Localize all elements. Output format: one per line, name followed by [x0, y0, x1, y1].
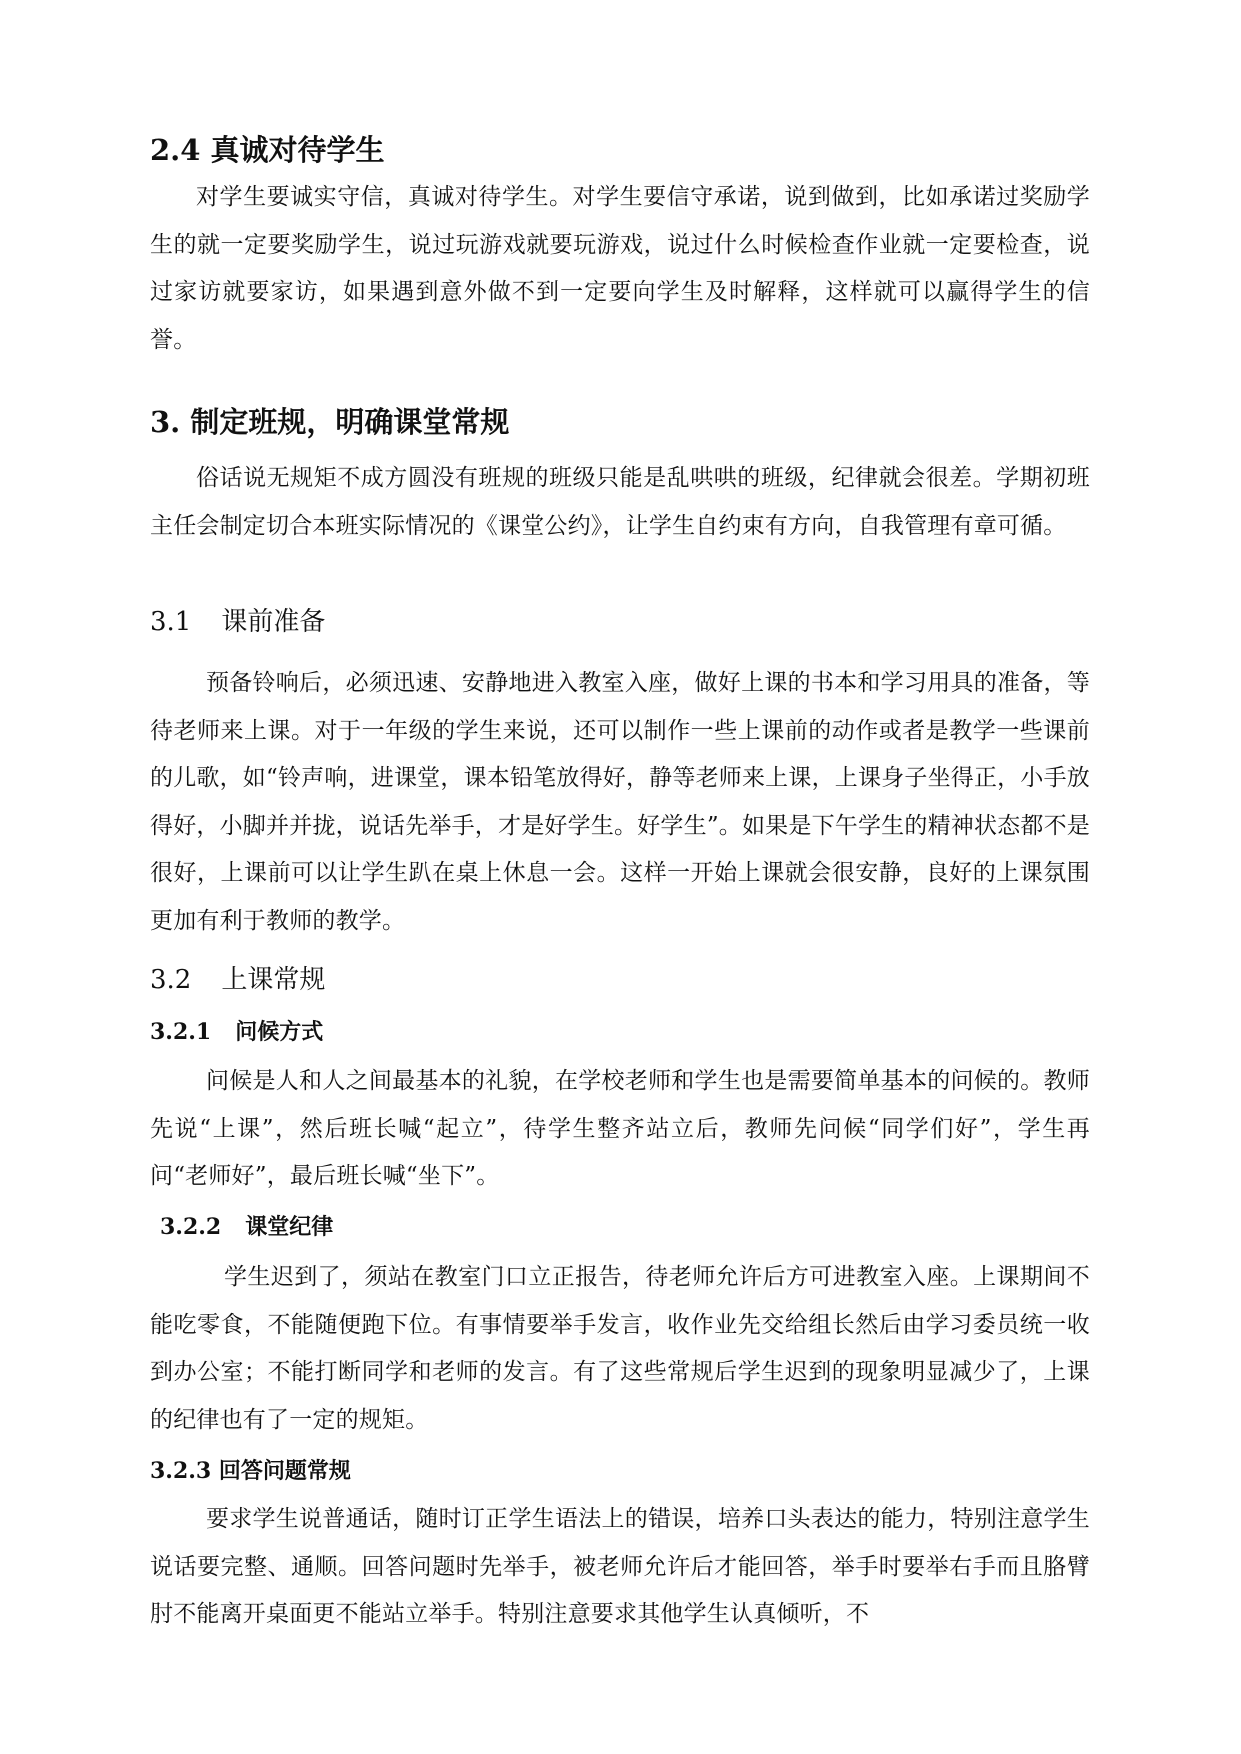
paragraph-3-1: 预备铃响后，必须迅速、安静地进入教室入座，做好上课的书本和学习用具的准备，等待老师来上课。对于一年级的学生来说，还可以制作一些上课前的动作或者是教学一些课前的儿歌，如“铃声响，进课堂，课本铅笔放得好，静等老师来上课，上课身子坐得正，小手放得好，小脚并并拢，说话先举手，才是好学生。好学生”。如果是下午学生的精神状态都不是很好，上课前可以让学生趴在桌上休息一会。这样一开始上课就会很安静，良好的上课氛围更加有利于教师的教学。	[150, 670, 1090, 934]
heading-3-2-1	[150, 1017, 1090, 1047]
paragraph-3-2-3: 要求学生说普通话，随时订正学生语法上的错误，培养口头表达的能力，特别注意学生说话要完整、通顺。回答问题时先举手，被老师允许后才能回答，举手时要举右手而且胳臂肘不能离开桌面更不能站立举手。特别注意要求其他学生认真倾听，不	[150, 1506, 1090, 1627]
heading-3-1	[150, 604, 1090, 640]
heading-3-2-number: 3.2	[150, 965, 192, 995]
heading-3-2-2	[160, 1212, 1100, 1242]
heading-2-4: 2.4 真诚对待学生	[150, 133, 385, 167]
heading-3-2-1-title: 问候方式	[235, 1019, 324, 1045]
heading-3: 3. 制定班规，明确课堂常规	[150, 405, 510, 439]
paragraph-3-2-2: 学生迟到了，须站在教室门口立正报告，待老师允许后方可进教室入座。上课期间不能吃零食，不能随便跑下位。有事情要举手发言，收作业先交给组长然后由学习委员统一收到办公室；不能打断同学和老师的发言。有了这些常规后学生迟到的现象明显减少了，上课的纪律也有了一定的规矩。	[150, 1264, 1090, 1433]
heading-3-2-2-title: 课堂纪律	[245, 1214, 334, 1240]
heading-3-2-2-number: 3.2.2	[160, 1214, 222, 1240]
heading-3-2-title: 上课常规	[221, 965, 326, 995]
heading-3-1-title: 课前准备	[221, 607, 326, 637]
paragraph-3: 俗话说无规矩不成方圆没有班规的班级只能是乱哄哄的班级，纪律就会很差。学期初班主任会制定切合本班实际情况的《课堂公约》，让学生自约束有方向，自我管理有章可循。	[150, 465, 1090, 539]
heading-3-2-3: 3.2.3 回答问题常规	[150, 1458, 351, 1484]
paragraph-3-2-1: 问候是人和人之间最基本的礼貌，在学校老师和学生也是需要简单基本的问候的。教师先说“上课”，然后班长喊“起立”，待学生整齐站立后，教师先问候“同学们好”，学生再问“老师好”，最后班长喊“坐下”。	[150, 1068, 1090, 1189]
heading-3-2-1-number: 3.2.1	[150, 1019, 212, 1045]
heading-3-1-number: 3.1	[150, 607, 192, 637]
paragraph-2-4: 对学生要诚实守信，真诚对待学生。对学生要信守承诺，说到做到，比如承诺过奖励学生的就一定要奖励学生，说过玩游戏就要玩游戏，说过什么时候检查作业就一定要检查，说过家访就要家访，如果遇到意外做不到一定要向学生及时解释，这样就可以赢得学生的信誉。	[150, 184, 1090, 353]
heading-3-2	[150, 962, 1090, 998]
